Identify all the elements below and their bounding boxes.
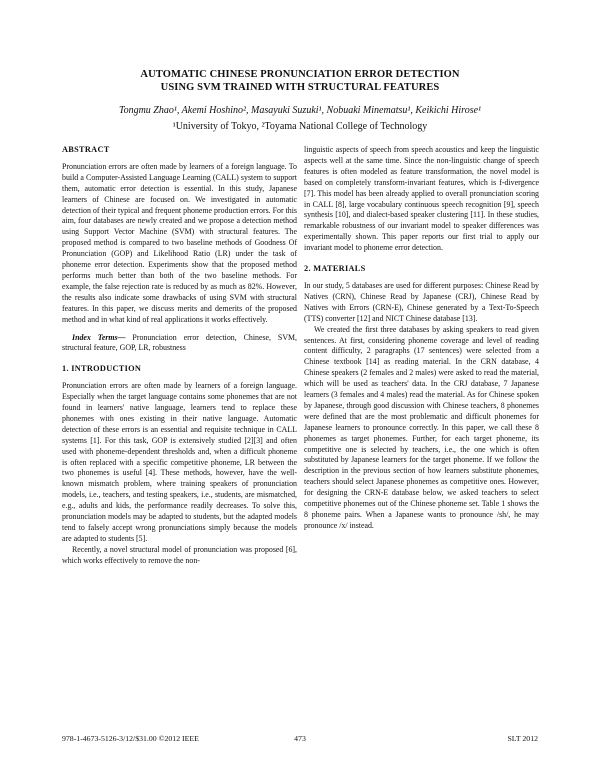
introduction-paragraph-2: Recently, a novel structural model of pronunciation was proposed [6], which works effectively to remove the non- [62, 544, 297, 565]
title-line-1: AUTOMATIC CHINESE PRONUNCIATION ERROR DETECTION [140, 69, 460, 80]
title-line-2: USING SVM TRAINED WITH STRUCTURAL FEATURES [160, 82, 440, 93]
footer-isbn: 978-1-4673-5126-3/12/$31.00 ©2012 IEEE [62, 734, 199, 743]
author-list: Tongmu Zhao¹, Akemi Hoshino², Masayuki Suzuki¹, Nobuaki Minematsu¹, Keikichi Hirose¹ [118, 105, 482, 116]
materials-heading: 2. MATERIALS [304, 264, 366, 274]
index-terms-text: Pronunciation error detection, Chinese, SVM, structural feature, GOP, LR, robustness [62, 332, 298, 353]
abstract-text: Pronunciation errors are often made by learners of a foreign language. To build a Computer-Assisted Language Learning (CALL) system to support them, automatic error detection is essential. In this study, Japanese learners of Chinese are focused on. We investigated in automatic detection of their typical and frequent phoneme production errors. For this aim, four databases are newly created and we propose a detection method using Support Vector Machine (SVM) with structural features. The proposed method is compared to two baseline methods of Goodness Of Pronunciation (GOP) and Likelihood Ratio (LR) under the task of phoneme error detection. Experiments show that the proposed method performs much better than both of the two baseline methods. For example, the false rejection rate is reduced by as much as 82%. However, the results also indicate some drawbacks of using SVM with structural features. In this paper, we discuss merits and demerits of the proposed method and in what kind of real applications it works effectively. [62, 161, 297, 324]
left-column [62, 145, 297, 567]
materials-paragraph-2: We created the first three databases by asking speakers to read given sentences. At first, considering phoneme coverage and level of reading content difficulty, 2 paragraphs (17 sentences) were selected from a Chinese textbook [14] as reading material. In the CRN database, 4 Chinese speakers (2 females and 2 males) were asked to read the material, which will be used as teachers' data. In the CRJ database, 7 Japanese learners (3 females and 4 males) read the material. As for Chinese spoken by Japanese, through good discussion with Chinese teachers, 8 phonemes were defined that are the most problematic and difficult phonemes for Japanese learners to pronounce correctly. In this paper, we call these 8 phonemes as target phonemes. Further, for each target phoneme, its competitive one is selected by teachers, i.e., the one which is often substituted by Japanese learners for the target phoneme. If we follow the description in the previous section of how learners substitute phonemes, teachers should select Japanese phonemes as competitive ones. However, for designing the CRN-E database below, we asked teachers to select competitive phonemes out of the Chinese phoneme set. Table 1 shows the 8 phoneme pairs. When a Japanese wants to pronounce /sh/, he may pronounce /x/ instead. [304, 324, 539, 530]
introduction-continuation: linguistic aspects of speech from speech acoustics and keep the linguistic aspects well at the same time. Since the non-linguistic change of speech features is often modeled as feature transformation, the novel model is based on completely transform-invariant features, which is f-divergence [7]. This model has been already applied to overall pronunciation scoring in CALL [8], large vocabulary continuous speech recognition [9], speech synthesis [10], and dialect-based speaker clustering [11]. In these studies, remarkable robustness of our invariant model to speaker differences was experimentally shown. This paper reports our first trial to apply our invariant model to phoneme error detection. [304, 145, 539, 253]
right-column [304, 145, 539, 532]
footer-venue: SLT 2012 [507, 734, 538, 743]
paper-title [0, 68, 600, 94]
abstract-heading: ABSTRACT [62, 145, 110, 154]
materials-paragraph-1: In our study, 5 databases are used for different purposes: Chinese Read by Natives (CRN), Chinese Read by Japanese (CRJ), Chinese Read by Natives with Errors (CRN-E), Chinese generated by a Text-To-Speech (TTS) converter [12] and NICT Chinese database [13]. [304, 280, 539, 323]
index-terms-label: Index Terms— [72, 332, 126, 342]
introduction-paragraph-1: Pronunciation errors are often made by learners of a foreign language. Especially when the target language contains some phonemes that are not found in learners' native language, learners tend to replace these phonemes with ones existing in their native language. Automatic detection of these errors is an essential and requisite technique in CALL systems [1]. For this task, GOP is extensively studied [2][3] and often used with phoneme-dependent thresholds and, when a difficult phoneme is often replaced with a specific competitive phoneme, LR between the two phonemes is useful [4]. These methods, however, have the well-known mismatch problem, where training speakers of pronunciation models, i.e., teachers, and testing speakers, i.e., students, are mismatched, e.g., adults and kids, the performance readily decreases. To solve this, pronunciation models may be adapted to students, but the adapted models tend to falsely accept wrong pronunciations simply because the models are adapted to students [5]. [62, 381, 297, 543]
affiliation: ¹University of Tokyo, ²Toyama National College of Technology [172, 121, 428, 132]
index-terms [62, 333, 297, 355]
introduction-heading: 1. INTRODUCTION [62, 364, 142, 374]
footer-page-number: 473 [294, 734, 306, 743]
